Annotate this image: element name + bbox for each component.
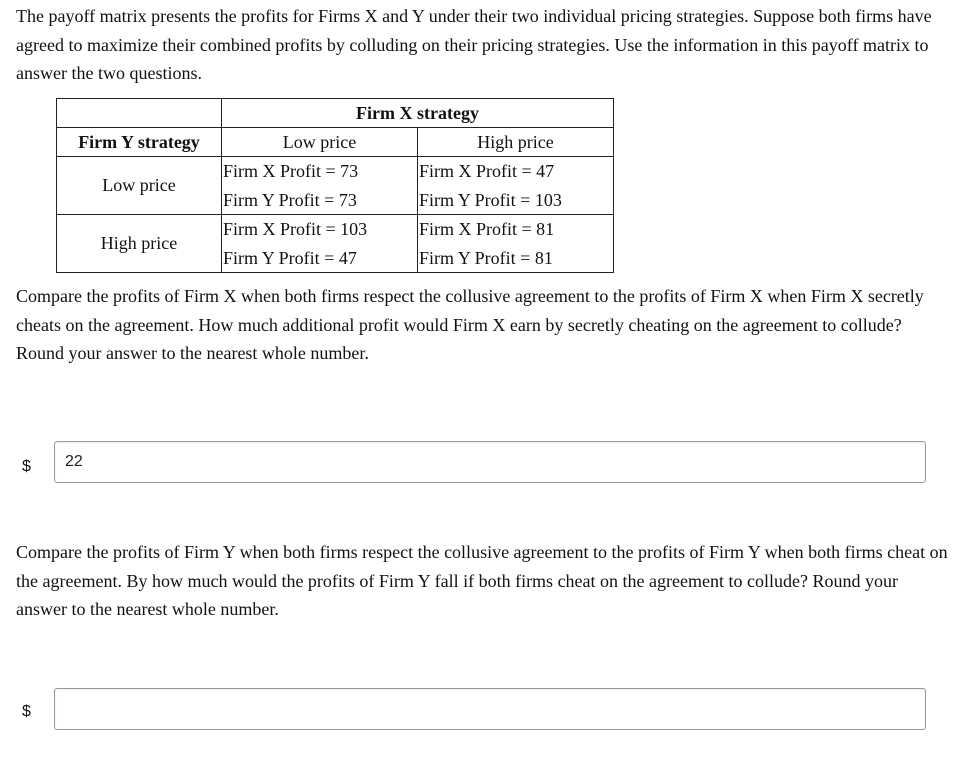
firm-y-profit: Firm Y Profit = 73 [223,189,357,210]
cell-high-high [418,215,614,273]
question-1-text: Compare the profits of Firm X when both firms respect the collusive agreement to the profits of Firm X when Firm X secretly cheats on the agreement. How much additional profit would Firm X earn by secretly cheating on the agreement to collude? Round your answer to the nearest whole number. [16,286,924,363]
intro-paragraph: The payoff matrix presents the profits for Firms X and Y under their two individual pricing strategies. Suppose both firms have agreed to maximize their combined profits by colluding on their pricing strategies. Use the information in this payoff matrix to answer the two questions. [16,6,932,83]
row-header-low-price: Low price [57,157,222,215]
question-2-text: Compare the profits of Firm Y when both firms respect the collusive agreement to the profits of Firm Y when both firms cheat on the agreement. By how much would the profits of Firm Y fall if both firms cheat on the agreement to collude? Round your answer to the nearest whole number. [16,542,948,619]
cell-low-high [418,157,614,215]
answer-1-input[interactable] [54,441,926,483]
empty-corner-cell [57,99,222,128]
firm-x-strategy-header: Firm X strategy [222,99,614,128]
firm-x-profit: Firm X Profit = 73 [223,161,359,181]
firm-y-profit: Firm Y Profit = 47 [223,247,357,268]
firm-x-profit: Firm X Profit = 47 [419,161,555,181]
answer-2-input[interactable] [54,688,926,730]
firm-y-profit: Firm Y Profit = 81 [419,247,553,268]
firm-x-profit: Firm X Profit = 103 [223,219,368,239]
firm-y-profit: Firm Y Profit = 103 [419,189,562,210]
cell-low-low [222,157,418,215]
currency-label: $ [22,703,31,720]
firm-x-profit: Firm X Profit = 81 [419,219,555,239]
col-header-low-price: Low price [222,128,418,157]
payoff-matrix [56,98,614,273]
firm-y-strategy-header: Firm Y strategy [57,128,222,157]
col-header-high-price: High price [418,128,614,157]
row-header-high-price: High price [57,215,222,273]
cell-high-low [222,215,418,273]
currency-label: $ [22,458,31,475]
